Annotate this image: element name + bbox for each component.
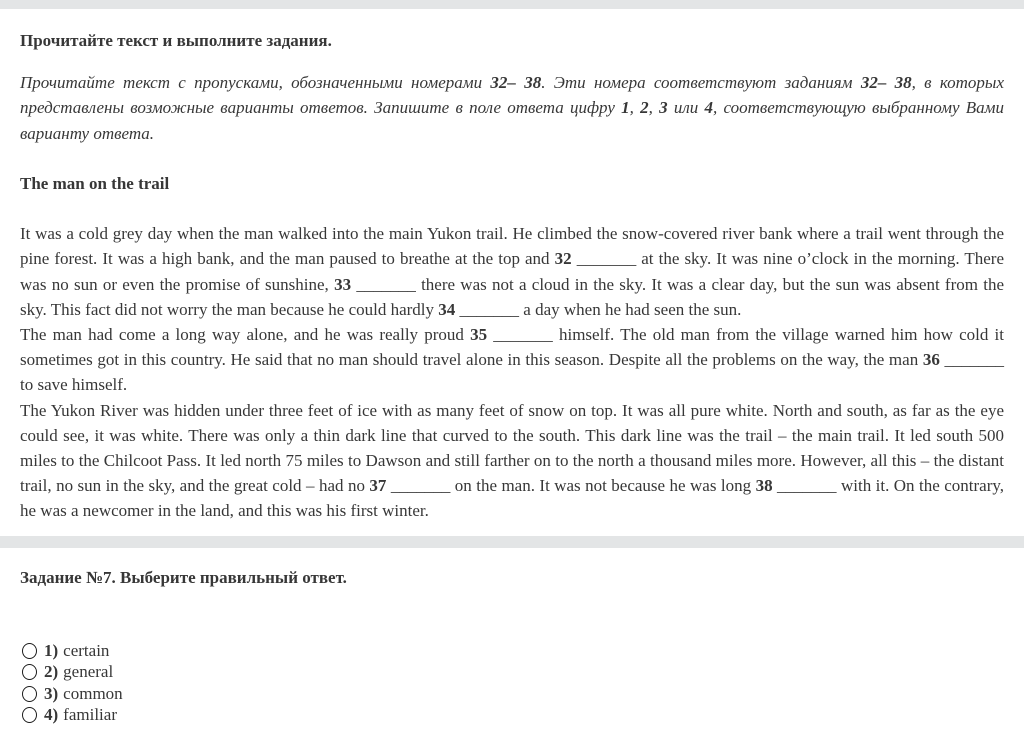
reading-section — [0, 28, 1024, 524]
radio-button-2[interactable] — [22, 664, 37, 680]
answer-options — [20, 641, 1004, 726]
option-row-1[interactable] — [20, 641, 1004, 662]
option-row-2[interactable] — [20, 662, 1004, 683]
top-divider-bar — [0, 0, 1024, 9]
text-title: The man on the trail — [20, 174, 170, 194]
option-number: 4) — [44, 704, 59, 724]
option-number: 1) — [44, 641, 59, 661]
task-heading: Задание №7. Выберите правильный ответ. — [20, 567, 347, 587]
option-label: common — [63, 683, 123, 703]
option-row-3[interactable] — [20, 683, 1004, 704]
instruction-text: Прочитайте текст с пропусками, обозначенными номерами 32– 38. Эти номера соответствуют заданиям 32– 38, в которых представлены возможные варианты ответов. Запишите в поле ответа цифру 1, 2, 3 или 4, соответствующую выбранному Вами варианту ответа. — [20, 73, 1005, 143]
paragraph-2: The man had come a long way alone, and he was really proud 35 _______ himself. The old man from the village warned him how cold it sometimes got in this country. He said that no man should travel alone in this season. Despite all the problems on the way, the man 36 _______ to save himself. — [20, 325, 1004, 395]
task-section — [0, 565, 1024, 726]
radio-button-1[interactable] — [22, 643, 37, 659]
option-label: general — [63, 662, 114, 682]
option-label: familiar — [63, 704, 117, 724]
instruction-heading: Прочитайте текст и выполните задания. — [20, 31, 332, 50]
paragraph-3: The Yukon River was hidden under three feet of ice with as many feet of snow on top. It was all pure white. North and south, as far as the eye could see, it was white. There was only a thin dark line that curved to the south. This dark line was the trail – the main trail. It led south 500 miles to the Chilcoot Pass. It led north 75 miles to Dawson and still farther on to the north a thousand miles more. However, all this – the distant trail, no sun in the sky, and the great cold – had no 37 _______ on the man. It was not because he was long 38 _______ with it. On the contrary, he was a newcomer in the land, and this was his first winter. — [20, 400, 1004, 521]
radio-button-4[interactable] — [22, 707, 37, 723]
option-row-4[interactable] — [20, 704, 1004, 725]
option-label: certain — [63, 641, 110, 661]
option-number: 2) — [44, 662, 59, 682]
radio-button-3[interactable] — [22, 686, 37, 702]
reading-text — [20, 221, 1004, 523]
option-number: 3) — [44, 683, 59, 703]
section-divider-bar — [0, 536, 1024, 548]
paragraph-1: It was a cold grey day when the man walked into the main Yukon trail. He climbed the snow-covered river bank where a trail went through the pine forest. It was a high bank, and the man paused to breathe at the top and 32 _______ at the sky. It was nine o’clock in the morning. There was no sun or even the promise of sunshine, 33 _______ there was not a cloud in the sky. It was a clear day, but the sun was absent from the sky. This fact did not worry the man because he could hardly 34 _______ a day when he had seen the sun. — [20, 224, 1004, 319]
